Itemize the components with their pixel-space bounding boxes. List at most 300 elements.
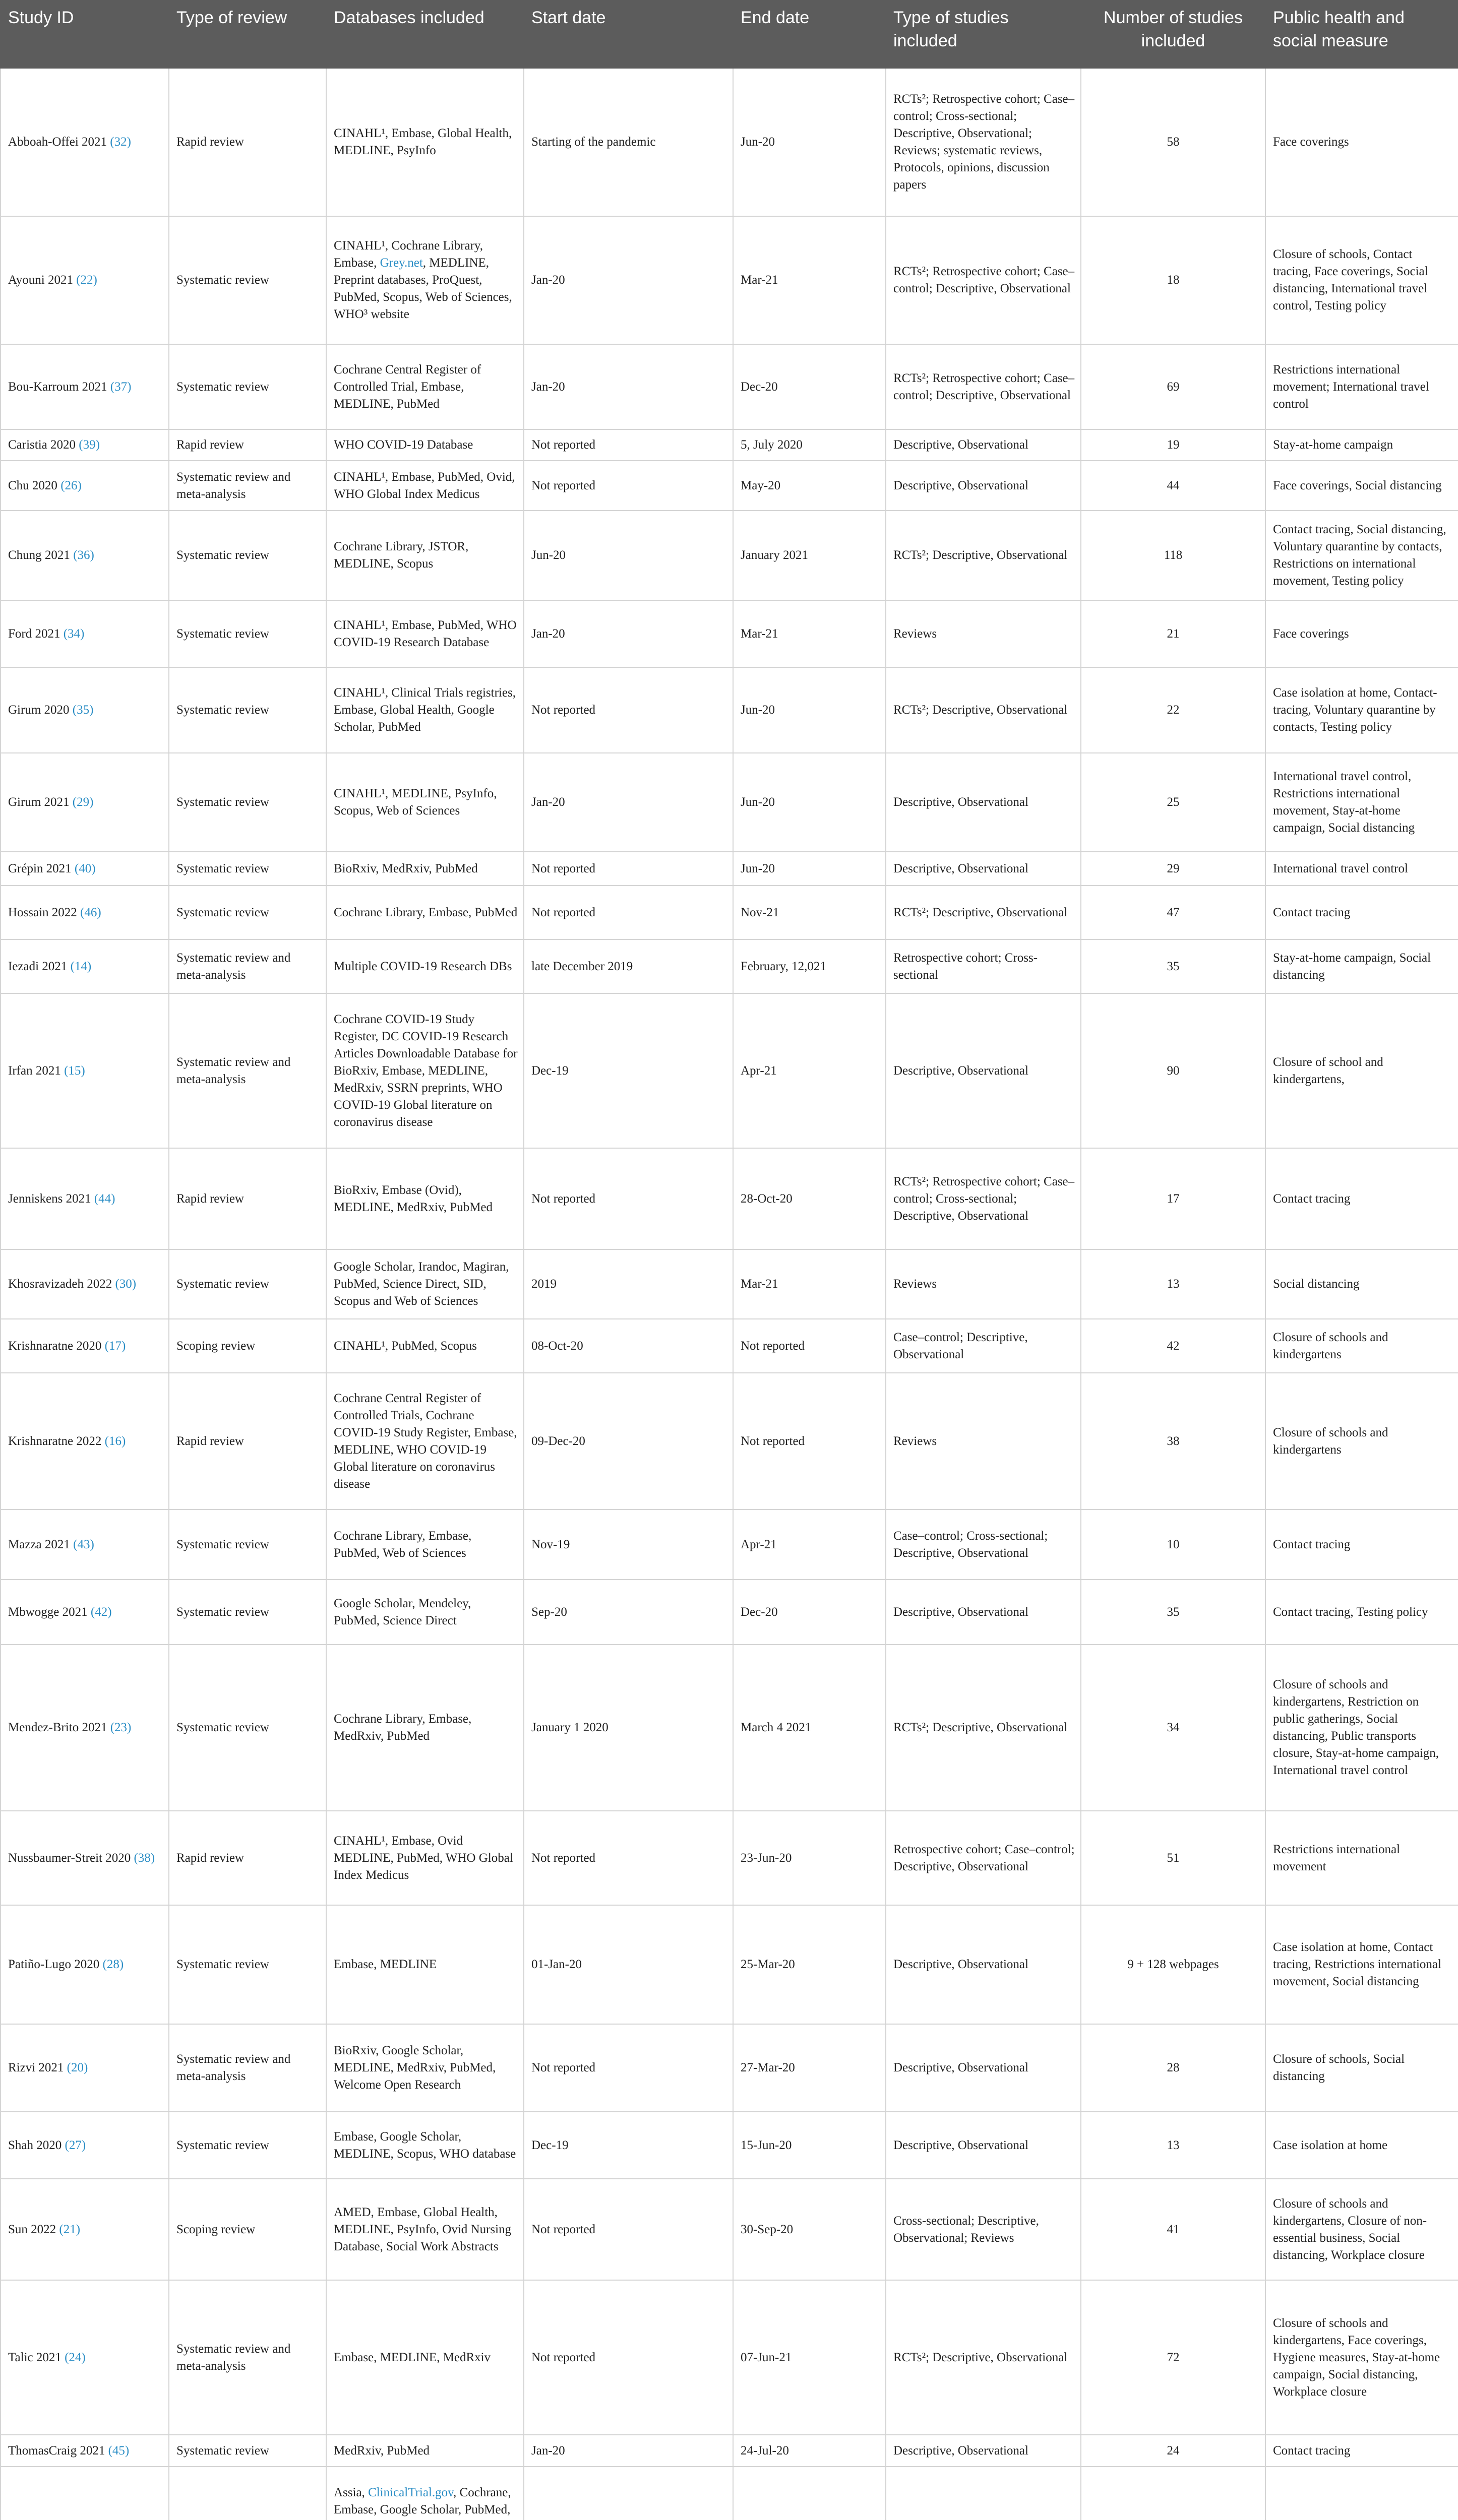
start-date-cell: January 1 2020 bbox=[524, 1645, 733, 1811]
study-name: Iezadi 2021 bbox=[8, 959, 68, 973]
public-health-measure-cell bbox=[1265, 2467, 1458, 2520]
review-type-cell: Systematic review bbox=[169, 667, 326, 753]
start-date-cell: Dec-19 bbox=[524, 2112, 733, 2179]
public-health-measure-cell: Face coverings bbox=[1265, 600, 1458, 667]
reference-link[interactable]: (32) bbox=[110, 135, 131, 149]
study-id-cell bbox=[1, 2467, 169, 2520]
public-health-measure-cell: Contact tracing bbox=[1265, 886, 1458, 939]
table-row bbox=[1, 2024, 1458, 2112]
public-health-measure-cell: Case isolation at home, Contact tracing, Restrictions international movement, Social distancing bbox=[1265, 1905, 1458, 2024]
end-date-cell: Apr-21 bbox=[733, 993, 886, 1148]
study-id-cell bbox=[1, 1148, 169, 1249]
study-id-cell bbox=[1, 2112, 169, 2179]
review-type-cell: Systematic review bbox=[169, 216, 326, 344]
number-of-studies-cell: 42 bbox=[1081, 1319, 1265, 1373]
review-type-cell: Systematic review and meta-analysis bbox=[169, 2280, 326, 2435]
review-type-cell: Systematic review bbox=[169, 753, 326, 852]
number-of-studies-cell: 41 bbox=[1081, 2179, 1265, 2280]
table-row bbox=[1, 429, 1458, 461]
reference-link[interactable]: (34) bbox=[63, 626, 85, 641]
study-name: Shah 2020 bbox=[8, 2138, 62, 2152]
end-date-cell: 23-Jun-20 bbox=[733, 1811, 886, 1905]
study-id-cell bbox=[1, 2280, 169, 2435]
number-of-studies-cell bbox=[1081, 2467, 1265, 2520]
study-name: Krishnaratne 2020 bbox=[8, 1339, 102, 1353]
start-date-cell: 08-Oct-20 bbox=[524, 1319, 733, 1373]
study-name: Ayouni 2021 bbox=[8, 273, 73, 287]
databases-cell: Embase, MEDLINE, MedRxiv bbox=[326, 2280, 524, 2435]
study-types-cell: Descriptive, Observational bbox=[886, 429, 1081, 461]
end-date-cell: 30-Sep-20 bbox=[733, 2179, 886, 2280]
study-types-cell: Retrospective cohort; Cross-sectional bbox=[886, 939, 1081, 993]
reference-link[interactable]: (17) bbox=[104, 1339, 126, 1353]
number-of-studies-cell: 24 bbox=[1081, 2435, 1265, 2467]
public-health-measure-cell: Case isolation at home bbox=[1265, 2112, 1458, 2179]
number-of-studies-cell: 17 bbox=[1081, 1148, 1265, 1249]
databases-cell: BioRxiv, Embase (Ovid), MEDLINE, MedRxiv, PubMed bbox=[326, 1148, 524, 1249]
public-health-measure-cell: Contact tracing bbox=[1265, 1509, 1458, 1580]
public-health-measure-cell: Contact tracing bbox=[1265, 2435, 1458, 2467]
study-name: ThomasCraig 2021 bbox=[8, 2443, 105, 2458]
table-row bbox=[1, 1509, 1458, 1580]
study-name: Abboah-Offei 2021 bbox=[8, 135, 107, 149]
public-health-measure-cell: International travel control bbox=[1265, 852, 1458, 886]
review-type-cell: Rapid review bbox=[169, 1811, 326, 1905]
study-types-cell: Descriptive, Observational bbox=[886, 461, 1081, 511]
databases-cell: WHO COVID-19 Database bbox=[326, 429, 524, 461]
database-text: , Cochrane, Embase, Google Scholar, PubMed, bbox=[334, 2486, 511, 2516]
start-date-cell: Not reported bbox=[524, 461, 733, 511]
review-type-cell: Systematic review bbox=[169, 886, 326, 939]
study-types-cell: Descriptive, Observational bbox=[886, 2024, 1081, 2112]
table-row bbox=[1, 2179, 1458, 2280]
study-name: Patiño-Lugo 2020 bbox=[8, 1958, 100, 1971]
start-date-cell: late December 2019 bbox=[524, 939, 733, 993]
study-id-cell bbox=[1, 461, 169, 511]
databases-cell bbox=[326, 216, 524, 344]
reference-link[interactable]: (45) bbox=[108, 2443, 130, 2458]
databases-cell: Embase, MEDLINE bbox=[326, 1905, 524, 2024]
end-date-cell: Not reported bbox=[733, 1319, 886, 1373]
study-name: Hossain 2022 bbox=[8, 905, 77, 919]
end-date-cell: 27-Mar-20 bbox=[733, 2024, 886, 2112]
start-date-cell: Not reported bbox=[524, 1811, 733, 1905]
study-id-cell bbox=[1, 1811, 169, 1905]
study-id-cell bbox=[1, 2024, 169, 2112]
table-row bbox=[1, 511, 1458, 600]
table-header-row bbox=[1, 1, 1458, 68]
public-health-measure-cell: Closure of schools and kindergartens, Face coverings, Hygiene measures, Stay-at-home campaign, Social distancing, Workplace closure bbox=[1265, 2280, 1458, 2435]
public-health-measure-cell: International travel control, Restrictions international movement, Stay-at-home campaign, Social distancing bbox=[1265, 753, 1458, 852]
database-text: , MEDLINE, Preprint databases, ProQuest, PubMed, Scopus, Web of Sciences, WHO³ website bbox=[334, 256, 512, 321]
end-date-cell: Jun-20 bbox=[733, 852, 886, 886]
study-name: Girum 2020 bbox=[8, 703, 70, 717]
number-of-studies-cell: 35 bbox=[1081, 939, 1265, 993]
table-row bbox=[1, 1580, 1458, 1645]
reference-link[interactable]: (27) bbox=[65, 2138, 86, 2152]
table-row bbox=[1, 2112, 1458, 2179]
study-id-cell bbox=[1, 511, 169, 600]
start-date-cell: Dec-19 bbox=[524, 993, 733, 1148]
study-name: Chu 2020 bbox=[8, 478, 57, 492]
start-date-cell: Not reported bbox=[524, 1148, 733, 1249]
study-types-cell: Descriptive, Observational bbox=[886, 2435, 1081, 2467]
study-types-cell: RCTs²; Descriptive, Observational bbox=[886, 886, 1081, 939]
study-name: Krishnaratne 2022 bbox=[8, 1434, 102, 1448]
reference-link[interactable]: (38) bbox=[134, 1851, 155, 1865]
end-date-cell: 15-Jun-20 bbox=[733, 2112, 886, 2179]
study-id-cell bbox=[1, 1373, 169, 1509]
study-name: Talic 2021 bbox=[8, 2350, 62, 2364]
number-of-studies-cell: 51 bbox=[1081, 1811, 1265, 1905]
reference-link[interactable]: (16) bbox=[104, 1434, 126, 1448]
study-id-cell bbox=[1, 2179, 169, 2280]
start-date-cell: Not reported bbox=[524, 429, 733, 461]
study-id-cell bbox=[1, 1249, 169, 1319]
public-health-measure-cell: Restrictions international movement bbox=[1265, 1811, 1458, 1905]
databases-cell: BioRxiv, Google Scholar, MEDLINE, MedRxiv, PubMed, Welcome Open Research bbox=[326, 2024, 524, 2112]
study-id-cell bbox=[1, 667, 169, 753]
start-date-cell: Sep-20 bbox=[524, 1580, 733, 1645]
databases-cell bbox=[326, 2467, 524, 2520]
review-type-cell: Rapid review bbox=[169, 68, 326, 216]
table-row bbox=[1, 2467, 1458, 2520]
study-id-cell bbox=[1, 1319, 169, 1373]
reference-link[interactable]: (14) bbox=[70, 959, 92, 973]
start-date-cell: 2019 bbox=[524, 1249, 733, 1319]
study-id-cell bbox=[1, 1509, 169, 1580]
end-date-cell bbox=[733, 2467, 886, 2520]
number-of-studies-cell: 13 bbox=[1081, 2112, 1265, 2179]
end-date-cell: January 2021 bbox=[733, 511, 886, 600]
table-row bbox=[1, 1811, 1458, 1905]
table-row bbox=[1, 852, 1458, 886]
number-of-studies-cell: 38 bbox=[1081, 1373, 1265, 1509]
reference-link[interactable]: (21) bbox=[59, 2222, 81, 2236]
databases-cell: Cochrane Library, Embase, PubMed bbox=[326, 886, 524, 939]
end-date-cell: May-20 bbox=[733, 461, 886, 511]
table-row bbox=[1, 993, 1458, 1148]
number-of-studies-cell: 22 bbox=[1081, 667, 1265, 753]
column-header-start-date: Start date bbox=[524, 1, 733, 68]
review-type-cell: Systematic review bbox=[169, 1580, 326, 1645]
end-date-cell: Dec-20 bbox=[733, 1580, 886, 1645]
reference-link[interactable]: (20) bbox=[67, 2061, 88, 2074]
study-types-cell: RCTs²; Retrospective cohort; Case–control; Cross-sectional; Descriptive, Observational bbox=[886, 1148, 1081, 1249]
number-of-studies-cell: 58 bbox=[1081, 68, 1265, 216]
start-date-cell: Not reported bbox=[524, 2024, 733, 2112]
end-date-cell: 5, July 2020 bbox=[733, 429, 886, 461]
study-types-cell: RCTs²; Descriptive, Observational bbox=[886, 667, 1081, 753]
end-date-cell: Mar-21 bbox=[733, 1249, 886, 1319]
study-types-cell: Reviews bbox=[886, 600, 1081, 667]
start-date-cell: Not reported bbox=[524, 886, 733, 939]
review-type-cell: Systematic review and meta-analysis bbox=[169, 2024, 326, 2112]
study-types-cell: Descriptive, Observational bbox=[886, 2112, 1081, 2179]
end-date-cell: Mar-21 bbox=[733, 600, 886, 667]
review-type-cell: Rapid review bbox=[169, 1148, 326, 1249]
databases-cell: CINAHL¹, Embase, PubMed, Ovid, WHO Global Index Medicus bbox=[326, 461, 524, 511]
databases-cell: BioRxiv, MedRxiv, PubMed bbox=[326, 852, 524, 886]
column-header-public-health-measure: Public health and social measure bbox=[1265, 1, 1458, 68]
review-type-cell: Systematic review bbox=[169, 511, 326, 600]
number-of-studies-cell: 13 bbox=[1081, 1249, 1265, 1319]
review-type-cell: Rapid review bbox=[169, 429, 326, 461]
review-type-cell: Systematic review bbox=[169, 1509, 326, 1580]
public-health-measure-cell: Stay-at-home campaign, Social distancing bbox=[1265, 939, 1458, 993]
start-date-cell: Jan-20 bbox=[524, 216, 733, 344]
review-type-cell: Systematic review bbox=[169, 2112, 326, 2179]
number-of-studies-cell: 9 + 128 webpages bbox=[1081, 1905, 1265, 2024]
study-id-cell bbox=[1, 886, 169, 939]
start-date-cell: Jun-20 bbox=[524, 511, 733, 600]
number-of-studies-cell: 28 bbox=[1081, 2024, 1265, 2112]
study-types-cell: Reviews bbox=[886, 1249, 1081, 1319]
study-id-cell bbox=[1, 600, 169, 667]
review-type-cell: Systematic review bbox=[169, 1645, 326, 1811]
databases-cell: CINAHL¹, Clinical Trials registries, Embase, Global Health, Google Scholar, PubMed bbox=[326, 667, 524, 753]
number-of-studies-cell: 35 bbox=[1081, 1580, 1265, 1645]
study-id-cell bbox=[1, 429, 169, 461]
study-name: Chung 2021 bbox=[8, 548, 70, 562]
public-health-measure-cell: Closure of schools and kindergartens bbox=[1265, 1319, 1458, 1373]
study-name: Girum 2021 bbox=[8, 795, 70, 809]
public-health-measure-cell: Closure of schools and kindergartens bbox=[1265, 1373, 1458, 1509]
number-of-studies-cell: 29 bbox=[1081, 852, 1265, 886]
databases-cell: CINAHL¹, Embase, Ovid MEDLINE, PubMed, WHO Global Index Medicus bbox=[326, 1811, 524, 1905]
end-date-cell: February, 12,021 bbox=[733, 939, 886, 993]
database-link[interactable]: Grey.net bbox=[380, 256, 423, 270]
start-date-cell: Jan-20 bbox=[524, 2435, 733, 2467]
table-row bbox=[1, 1645, 1458, 1811]
end-date-cell: Not reported bbox=[733, 1373, 886, 1509]
number-of-studies-cell: 25 bbox=[1081, 753, 1265, 852]
reference-link[interactable]: (46) bbox=[80, 905, 101, 919]
reference-link[interactable]: (44) bbox=[94, 1191, 115, 1206]
database-link[interactable]: ClinicalTrial.gov bbox=[368, 2486, 454, 2499]
reference-link[interactable]: (28) bbox=[102, 1958, 124, 1971]
databases-cell: CINAHL¹, MEDLINE, PsyInfo, Scopus, Web of Sciences bbox=[326, 753, 524, 852]
end-date-cell: Dec-20 bbox=[733, 344, 886, 429]
study-id-cell bbox=[1, 344, 169, 429]
table-row bbox=[1, 1148, 1458, 1249]
reference-link[interactable]: (23) bbox=[110, 1721, 132, 1734]
study-types-cell: Retrospective cohort; Case–control; Descriptive, Observational bbox=[886, 1811, 1081, 1905]
column-header-study-id: Study ID bbox=[1, 1, 169, 68]
public-health-measure-cell: Face coverings bbox=[1265, 68, 1458, 216]
end-date-cell: Apr-21 bbox=[733, 1509, 886, 1580]
public-health-measure-cell: Closure of schools and kindergartens, Closure of non-essential business, Social distancing, Workplace closure bbox=[1265, 2179, 1458, 2280]
study-name: Mazza 2021 bbox=[8, 1537, 70, 1551]
study-types-cell: Cross-sectional; Descriptive, Observational; Reviews bbox=[886, 2179, 1081, 2280]
start-date-cell: 01-Jan-20 bbox=[524, 1905, 733, 2024]
start-date-cell: Not reported bbox=[524, 2179, 733, 2280]
number-of-studies-cell: 18 bbox=[1081, 216, 1265, 344]
table-row bbox=[1, 939, 1458, 993]
reference-link[interactable]: (35) bbox=[72, 703, 94, 717]
study-id-cell bbox=[1, 852, 169, 886]
database-text: CINAHL¹, Cochrane Library, Embase, bbox=[334, 239, 483, 270]
study-name: Nussbaumer-Streit 2020 bbox=[8, 1851, 131, 1865]
number-of-studies-cell: 47 bbox=[1081, 886, 1265, 939]
start-date-cell: Not reported bbox=[524, 2280, 733, 2435]
databases-cell: Cochrane Library, JSTOR, MEDLINE, Scopus bbox=[326, 511, 524, 600]
start-date-cell: Jan-20 bbox=[524, 600, 733, 667]
databases-cell: Cochrane Central Register of Controlled Trial, Embase, MEDLINE, PubMed bbox=[326, 344, 524, 429]
review-type-cell: Scoping review bbox=[169, 2179, 326, 2280]
databases-cell: Google Scholar, Irandoc, Magiran, PubMed, Science Direct, SID, Scopus and Web of Sciences bbox=[326, 1249, 524, 1319]
table-row bbox=[1, 886, 1458, 939]
start-date-cell: Jan-20 bbox=[524, 753, 733, 852]
study-types-cell: RCTs²; Retrospective cohort; Case–control; Descriptive, Observational bbox=[886, 216, 1081, 344]
public-health-measure-cell: Stay-at-home campaign bbox=[1265, 429, 1458, 461]
reference-link[interactable]: (39) bbox=[79, 438, 100, 452]
study-name: Ford 2021 bbox=[8, 626, 60, 641]
public-health-measure-cell: Contact tracing, Social distancing, Voluntary quarantine by contacts, Restrictions on international movement, Testing policy bbox=[1265, 511, 1458, 600]
number-of-studies-cell: 118 bbox=[1081, 511, 1265, 600]
table-row bbox=[1, 461, 1458, 511]
study-types-cell: Reviews bbox=[886, 1373, 1081, 1509]
column-header-type-of-studies: Type of studies included bbox=[886, 1, 1081, 68]
start-date-cell: Starting of the pandemic bbox=[524, 68, 733, 216]
reference-link[interactable]: (29) bbox=[72, 795, 94, 809]
review-type-cell: Scoping review bbox=[169, 1319, 326, 1373]
study-id-cell bbox=[1, 216, 169, 344]
study-id-cell bbox=[1, 1905, 169, 2024]
number-of-studies-cell: 69 bbox=[1081, 344, 1265, 429]
table-row bbox=[1, 1905, 1458, 2024]
public-health-measure-cell: Closure of schools, Social distancing bbox=[1265, 2024, 1458, 2112]
start-date-cell: Not reported bbox=[524, 852, 733, 886]
study-types-cell: RCTs²; Descriptive, Observational bbox=[886, 511, 1081, 600]
study-types-cell: RCTs²; Retrospective cohort; Case–control; Cross-sectional; Descriptive, Observational; Reviews; systematic reviews, Protocols, opinions, discussion papers bbox=[886, 68, 1081, 216]
public-health-measure-cell: Case isolation at home, Contact-tracing, Voluntary quarantine by contacts, Testing policy bbox=[1265, 667, 1458, 753]
table-row bbox=[1, 1373, 1458, 1509]
review-type-cell: Rapid review bbox=[169, 1373, 326, 1509]
databases-cell: MedRxiv, PubMed bbox=[326, 2435, 524, 2467]
number-of-studies-cell: 90 bbox=[1081, 993, 1265, 1148]
databases-cell: AMED, Embase, Global Health, MEDLINE, PsyInfo, Ovid Nursing Database, Social Work Abstracts bbox=[326, 2179, 524, 2280]
study-name: Grépin 2021 bbox=[8, 861, 72, 875]
databases-cell: Cochrane Library, Embase, MedRxiv, PubMed bbox=[326, 1645, 524, 1811]
reference-link[interactable]: (24) bbox=[65, 2350, 86, 2364]
public-health-measure-cell: Closure of school and kindergartens, bbox=[1265, 993, 1458, 1148]
study-name: Jenniskens 2021 bbox=[8, 1191, 91, 1206]
end-date-cell: Mar-21 bbox=[733, 216, 886, 344]
reference-link[interactable]: (43) bbox=[73, 1537, 94, 1551]
end-date-cell: Jun-20 bbox=[733, 68, 886, 216]
reference-link[interactable]: (26) bbox=[60, 478, 82, 492]
public-health-measure-cell: Restrictions international movement; International travel control bbox=[1265, 344, 1458, 429]
review-type-cell: Systematic review and meta-analysis bbox=[169, 939, 326, 993]
study-name: Mbwogge 2021 bbox=[8, 1605, 88, 1619]
number-of-studies-cell: 34 bbox=[1081, 1645, 1265, 1811]
databases-cell: Cochrane Library, Embase, PubMed, Web of Sciences bbox=[326, 1509, 524, 1580]
reference-link[interactable]: (30) bbox=[115, 1277, 137, 1291]
study-id-cell bbox=[1, 753, 169, 852]
databases-cell: CINAHL¹, PubMed, Scopus bbox=[326, 1319, 524, 1373]
study-name: Khosravizadeh 2022 bbox=[8, 1277, 112, 1291]
column-header-databases: Databases included bbox=[326, 1, 524, 68]
review-type-cell: Systematic review bbox=[169, 1905, 326, 2024]
study-id-cell bbox=[1, 2435, 169, 2467]
number-of-studies-cell: 10 bbox=[1081, 1509, 1265, 1580]
review-type-cell: Systematic review bbox=[169, 2435, 326, 2467]
end-date-cell: Jun-20 bbox=[733, 667, 886, 753]
review-type-cell: Systematic review and meta-analysis bbox=[169, 461, 326, 511]
table-row bbox=[1, 2280, 1458, 2435]
end-date-cell: 07-Jun-21 bbox=[733, 2280, 886, 2435]
study-name: Irfan 2021 bbox=[8, 1063, 61, 1078]
table-row bbox=[1, 1319, 1458, 1373]
databases-cell: CINAHL¹, Embase, Global Health, MEDLINE, PsyInfo bbox=[326, 68, 524, 216]
study-types-cell: Descriptive, Observational bbox=[886, 852, 1081, 886]
start-date-cell: Jan-20 bbox=[524, 344, 733, 429]
databases-cell: Multiple COVID-19 Research DBs bbox=[326, 939, 524, 993]
databases-cell: Cochrane Central Register of Controlled Trials, Cochrane COVID-19 Study Register, Embase, MEDLINE, WHO COVID-19 Global literature on coronavirus disease bbox=[326, 1373, 524, 1509]
number-of-studies-cell: 44 bbox=[1081, 461, 1265, 511]
column-header-type-of-review: Type of review bbox=[169, 1, 326, 68]
database-text: Assia, bbox=[334, 2486, 369, 2499]
public-health-measure-cell: Social distancing bbox=[1265, 1249, 1458, 1319]
public-health-measure-cell: Contact tracing, Testing policy bbox=[1265, 1580, 1458, 1645]
study-id-cell bbox=[1, 939, 169, 993]
reference-link[interactable]: (42) bbox=[90, 1605, 112, 1619]
study-types-cell: Case–control; Cross-sectional; Descriptive, Observational bbox=[886, 1509, 1081, 1580]
reference-link[interactable]: (36) bbox=[73, 548, 94, 562]
start-date-cell: Nov-19 bbox=[524, 1509, 733, 1580]
databases-cell: Embase, Google Scholar, MEDLINE, Scopus, WHO database bbox=[326, 2112, 524, 2179]
table-header bbox=[1, 1, 1458, 68]
study-name: Mendez-Brito 2021 bbox=[8, 1721, 107, 1734]
study-types-cell bbox=[886, 2467, 1081, 2520]
study-id-cell bbox=[1, 1645, 169, 1811]
table-body bbox=[1, 68, 1458, 2520]
reference-link[interactable]: (40) bbox=[74, 861, 96, 875]
study-types-cell: Case–control; Descriptive, Observational bbox=[886, 1319, 1081, 1373]
number-of-studies-cell: 19 bbox=[1081, 429, 1265, 461]
review-type-cell: Systematic review and meta-analysis bbox=[169, 993, 326, 1148]
end-date-cell: 25-Mar-20 bbox=[733, 1905, 886, 2024]
study-types-cell: Descriptive, Observational bbox=[886, 1580, 1081, 1645]
number-of-studies-cell: 21 bbox=[1081, 600, 1265, 667]
end-date-cell: Nov-21 bbox=[733, 886, 886, 939]
reference-link[interactable]: (15) bbox=[64, 1063, 85, 1078]
column-header-number-of-studies: Number of studies included bbox=[1081, 1, 1265, 68]
reference-link[interactable]: (22) bbox=[76, 273, 97, 287]
start-date-cell bbox=[524, 2467, 733, 2520]
end-date-cell: March 4 2021 bbox=[733, 1645, 886, 1811]
review-type-cell: Systematic review bbox=[169, 344, 326, 429]
table-row bbox=[1, 344, 1458, 429]
study-types-cell: Descriptive, Observational bbox=[886, 993, 1081, 1148]
review-type-cell: Systematic review bbox=[169, 852, 326, 886]
end-date-cell: Jun-20 bbox=[733, 753, 886, 852]
study-name: Sun 2022 bbox=[8, 2222, 56, 2236]
study-id-cell bbox=[1, 993, 169, 1148]
start-date-cell: 09-Dec-20 bbox=[524, 1373, 733, 1509]
study-name: Rizvi 2021 bbox=[8, 2061, 64, 2074]
table-row bbox=[1, 216, 1458, 344]
databases-cell: Google Scholar, Mendeley, PubMed, Science Direct bbox=[326, 1580, 524, 1645]
end-date-cell: 28-Oct-20 bbox=[733, 1148, 886, 1249]
databases-cell: CINAHL¹, Embase, PubMed, WHO COVID-19 Research Database bbox=[326, 600, 524, 667]
reference-link[interactable]: (37) bbox=[110, 380, 132, 394]
review-type-cell bbox=[169, 2467, 326, 2520]
review-type-cell: Systematic review bbox=[169, 600, 326, 667]
study-types-cell: Descriptive, Observational bbox=[886, 1905, 1081, 2024]
table-row bbox=[1, 2435, 1458, 2467]
